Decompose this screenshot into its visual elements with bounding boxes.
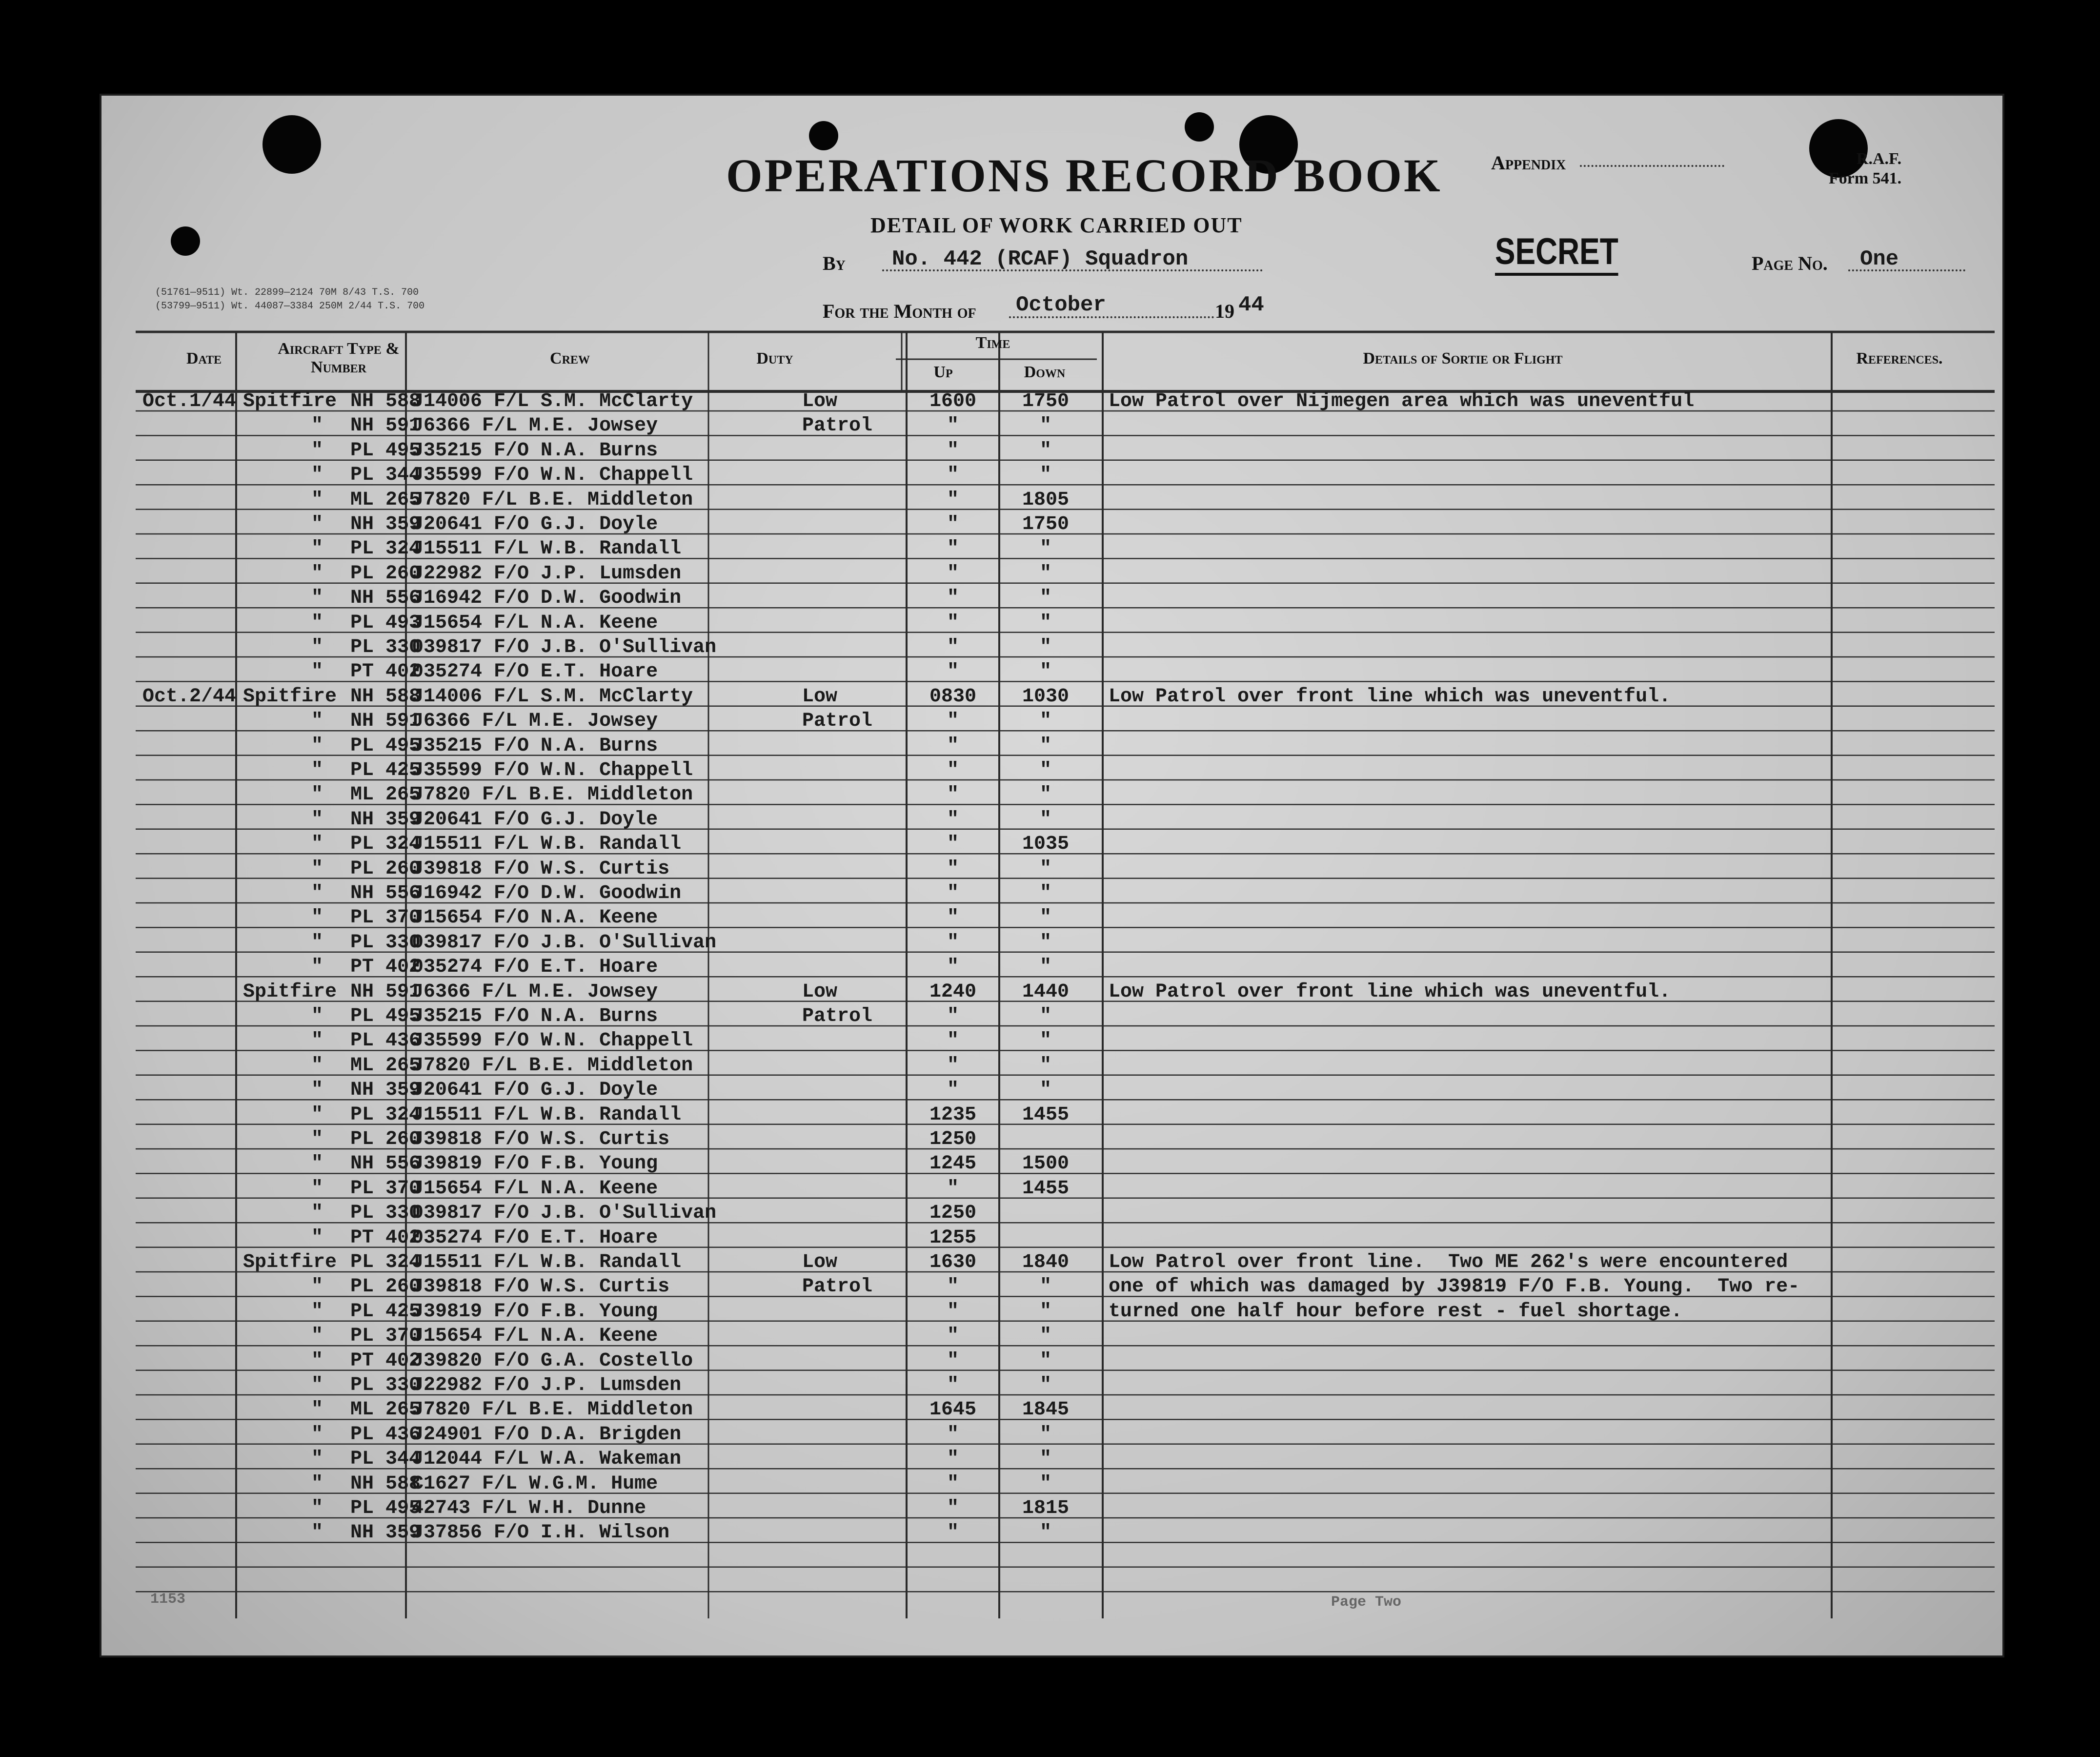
row-aircraft-number: NH 556 <box>350 1153 421 1175</box>
row-time-up: " <box>947 931 959 954</box>
row-crew: 035274 F/O E.T. Hoare <box>412 661 658 683</box>
row-aircraft-number: PT 402 <box>350 1349 421 1372</box>
row-aircraft-number: PL 495 <box>350 735 421 757</box>
binder-hole-small-2 <box>1185 112 1214 142</box>
row-crew: J15654 F/L N.A. Keene <box>412 1177 658 1200</box>
row-time-up: " <box>947 907 959 929</box>
row-aircraft-type: " <box>311 808 323 831</box>
row-aircraft-type: " <box>311 538 323 560</box>
row-aircraft-number: NH 359 <box>350 808 421 831</box>
row-crew: J22982 F/O J.P. Lumsden <box>412 562 682 585</box>
row-time-up: 1630 <box>929 1251 976 1273</box>
row-time-down: " <box>1039 710 1051 733</box>
row-aircraft-type: Spitfire <box>243 390 337 412</box>
row-crew: J39818 F/O W.S. Curtis <box>412 858 670 880</box>
row-time-up: " <box>947 439 959 462</box>
row-aircraft-number: NH 591 <box>350 710 421 733</box>
row-aircraft-number: PL 493 <box>350 612 421 634</box>
row-time-down: 1840 <box>1022 1251 1069 1273</box>
row-aircraft-type: " <box>311 1448 323 1471</box>
row-aircraft-number: PL 330 <box>350 1374 421 1396</box>
row-aircraft-type: " <box>311 1423 323 1446</box>
row-time-up: " <box>947 464 959 487</box>
row-crew: J20641 F/O G.J. Doyle <box>412 808 658 831</box>
row-time-up: " <box>947 538 959 560</box>
row-aircraft-type: Spitfire <box>243 981 337 1003</box>
row-time-up: " <box>947 661 959 683</box>
row-crew: J7820 F/L B.E. Middleton <box>412 1054 693 1077</box>
row-aircraft-type: " <box>311 956 323 979</box>
row-aircraft-number: PL 495 <box>350 1497 421 1519</box>
row-aircraft-type: " <box>311 907 323 929</box>
row-aircraft-type: " <box>311 1497 323 1519</box>
row-time-down: 1750 <box>1022 390 1069 412</box>
row-aircraft-number: PL 370 <box>350 907 421 929</box>
row-aircraft-number: PL 330 <box>350 1202 421 1225</box>
row-aircraft-number: NH 556 <box>350 587 421 610</box>
col-header-up: Up <box>933 363 953 381</box>
row-crew: J7820 F/L B.E. Middleton <box>412 784 693 806</box>
row-aircraft-number: ML 265 <box>350 784 421 806</box>
col-header-down: Down <box>1024 363 1066 381</box>
row-aircraft-type: " <box>311 1054 323 1077</box>
row-aircraft-type: " <box>311 415 323 437</box>
row-crew: 035274 F/O E.T. Hoare <box>412 956 658 979</box>
row-aircraft-number: PL 260 <box>350 562 421 585</box>
row-time-up: " <box>947 1497 959 1519</box>
squadron-value: No. 442 (RCAF) Squadron <box>892 247 1189 271</box>
row-time-up: " <box>947 882 959 904</box>
row-duty: Patrol <box>802 415 873 437</box>
row-time-up: " <box>947 710 959 733</box>
row-crew: J20641 F/O G.J. Doyle <box>412 1079 658 1102</box>
row-time-down: " <box>1039 907 1051 929</box>
page-no-value: One <box>1860 247 1899 271</box>
row-aircraft-number: NH 591 <box>350 415 421 437</box>
binder-hole-small-1 <box>809 121 838 150</box>
row-aircraft-type: " <box>311 1226 323 1249</box>
row-details: turned one half hour before rest - fuel shortage. <box>1109 1300 1683 1323</box>
row-date: Oct.2/44 <box>142 685 237 708</box>
row-crew: J15511 F/L W.B. Randall <box>412 833 682 856</box>
row-crew: J15511 F/L W.B. Randall <box>412 538 682 560</box>
row-aircraft-type: " <box>311 513 323 535</box>
row-aircraft-number: PL 324 <box>350 1251 421 1273</box>
row-details: one of which was damaged by J39819 F/O F.B. Young. Two re- <box>1109 1276 1800 1298</box>
row-date: Oct.1/44 <box>142 390 237 412</box>
row-aircraft-type: " <box>311 464 323 487</box>
row-crew: 039817 F/O J.B. O'Sullivan <box>412 931 717 954</box>
row-crew: J35599 F/O W.N. Chappell <box>412 759 693 781</box>
row-time-down: " <box>1039 1472 1051 1495</box>
row-time-up: " <box>947 587 959 610</box>
row-time-up: " <box>947 784 959 806</box>
row-time-down: " <box>1039 562 1051 585</box>
row-time-down: " <box>1039 1325 1051 1348</box>
row-time-down: " <box>1039 882 1051 904</box>
row-crew: J14006 F/L S.M. McClarty <box>412 390 693 412</box>
row-crew: J6366 F/L M.E. Jowsey <box>412 415 658 437</box>
row-aircraft-type: " <box>311 1005 323 1027</box>
col-header-references: References. <box>1856 349 1943 368</box>
row-aircraft-number: PL 425 <box>350 1300 421 1323</box>
row-crew: J37856 F/O I.H. Wilson <box>412 1522 670 1544</box>
row-aircraft-number: NH 359 <box>350 513 421 535</box>
row-crew: J15511 F/L W.B. Randall <box>412 1103 682 1126</box>
row-aircraft-type: " <box>311 858 323 880</box>
by-line <box>882 269 1263 271</box>
row-aircraft-type: " <box>311 562 323 585</box>
row-aircraft-number: NH 359 <box>350 1079 421 1102</box>
row-time-down: " <box>1039 858 1051 880</box>
year-value: 44 <box>1238 293 1264 317</box>
row-time-down: 1030 <box>1022 685 1069 708</box>
by-label: By <box>823 252 846 274</box>
row-aircraft-type: " <box>311 931 323 954</box>
row-time-up: " <box>947 1276 959 1298</box>
row-aircraft-number: PL 324 <box>350 538 421 560</box>
row-time-down: " <box>1039 1448 1051 1471</box>
row-crew: 039817 F/O J.B. O'Sullivan <box>412 636 717 658</box>
col-header-date: Date <box>186 349 222 368</box>
row-time-down: " <box>1039 464 1051 487</box>
row-time-up: " <box>947 489 959 511</box>
month-label: For the Month of <box>823 300 976 322</box>
left-margin-mark: 1153 <box>150 1591 186 1608</box>
row-time-up: " <box>947 1472 959 1495</box>
page-no-line <box>1848 269 1965 271</box>
row-time-down: " <box>1039 1005 1051 1027</box>
row-time-up: 1645 <box>929 1399 976 1421</box>
print-code-line-2: (53799—9511) Wt. 44087—3384 250M 2/44 T.S. 700 <box>155 301 425 312</box>
row-time-down: 1845 <box>1022 1399 1069 1421</box>
row-duty: Patrol <box>802 710 873 733</box>
row-aircraft-type: Spitfire <box>243 1251 337 1273</box>
row-aircraft-number: NH 588 <box>350 685 421 708</box>
row-time-up: " <box>947 562 959 585</box>
row-aircraft-number: PL 436 <box>350 1423 421 1446</box>
row-crew: J7820 F/L B.E. Middleton <box>412 1399 693 1421</box>
row-time-up: " <box>947 1054 959 1077</box>
row-duty: Patrol <box>802 1005 873 1027</box>
row-duty: Patrol <box>802 1276 873 1298</box>
row-time-down: " <box>1039 1300 1051 1323</box>
row-time-down: " <box>1039 931 1051 954</box>
row-crew: J35215 F/O N.A. Burns <box>412 735 658 757</box>
row-time-down: " <box>1039 538 1051 560</box>
row-aircraft-type: " <box>311 710 323 733</box>
row-aircraft-number: PL 425 <box>350 759 421 781</box>
row-time-down: " <box>1039 439 1051 462</box>
row-time-down: 1440 <box>1022 981 1069 1003</box>
row-aircraft-number: PL 260 <box>350 1276 421 1298</box>
row-crew: J16942 F/O D.W. Goodwin <box>412 587 682 610</box>
row-crew: J20641 F/O G.J. Doyle <box>412 513 658 535</box>
row-details: Low Patrol over Nijmegen area which was uneventful <box>1109 390 1695 412</box>
month-value: October <box>1016 293 1106 317</box>
page-subtitle: DETAIL OF WORK CARRIED OUT <box>870 213 1243 237</box>
row-aircraft-number: NH 588 <box>350 390 421 412</box>
form-label-541: Form 541. <box>1829 169 1902 187</box>
row-crew: J15654 F/L N.A. Keene <box>412 612 658 634</box>
row-aircraft-type: " <box>311 1128 323 1150</box>
row-time-up: " <box>947 1522 959 1544</box>
row-time-up: " <box>947 612 959 634</box>
row-duty: Low <box>802 390 838 412</box>
row-time-up: 1245 <box>929 1153 976 1175</box>
row-aircraft-number: ML 265 <box>350 1054 421 1077</box>
row-aircraft-number: NH 591 <box>350 981 421 1003</box>
month-line <box>1009 316 1214 318</box>
row-crew: J15654 F/O N.A. Keene <box>412 907 658 929</box>
page-title: OPERATIONS RECORD BOOK <box>726 149 1442 202</box>
row-aircraft-type: " <box>311 833 323 856</box>
row-time-up: " <box>947 735 959 757</box>
row-time-down: " <box>1039 956 1051 979</box>
row-aircraft-type: " <box>311 439 323 462</box>
row-aircraft-number: ML 265 <box>350 1399 421 1421</box>
appendix-label: Appendix <box>1491 152 1566 174</box>
row-time-down: " <box>1039 1276 1051 1298</box>
row-aircraft-type: " <box>311 1374 323 1396</box>
row-aircraft-type: " <box>311 661 323 683</box>
row-duty: Low <box>802 685 838 708</box>
row-time-up: " <box>947 1349 959 1372</box>
row-time-down: " <box>1039 612 1051 634</box>
row-crew: C1627 F/L W.G.M. Hume <box>412 1472 658 1495</box>
row-crew: J39819 F/O F.B. Young <box>412 1300 658 1323</box>
row-time-up: 1255 <box>929 1226 976 1249</box>
page-no-label: Page No. <box>1752 252 1828 274</box>
row-aircraft-type: " <box>311 1153 323 1175</box>
col-header-details: Details of Sortie or Flight <box>1363 349 1563 368</box>
row-time-up: " <box>947 1325 959 1348</box>
row-time-down: 1455 <box>1022 1103 1069 1126</box>
row-crew: J7820 F/L B.E. Middleton <box>412 489 693 511</box>
row-aircraft-type: " <box>311 587 323 610</box>
row-time-up: " <box>947 513 959 535</box>
row-aircraft-number: PT 402 <box>350 661 421 683</box>
row-aircraft-number: PT 402 <box>350 956 421 979</box>
row-aircraft-type: " <box>311 1103 323 1126</box>
row-aircraft-number: PL 260 <box>350 858 421 880</box>
row-aircraft-number: PL 370 <box>350 1325 421 1348</box>
row-aircraft-number: PL 344 <box>350 1448 421 1471</box>
row-time-down: " <box>1039 1054 1051 1077</box>
row-time-up: 1250 <box>929 1128 976 1150</box>
row-crew: 42743 F/L W.H. Dunne <box>412 1497 646 1519</box>
row-crew: J12044 F/L W.A. Wakeman <box>412 1448 682 1471</box>
col-header-duty: Duty <box>756 349 793 368</box>
row-aircraft-number: PL 324 <box>350 1103 421 1126</box>
row-time-up: " <box>947 858 959 880</box>
row-time-down: " <box>1039 1349 1051 1372</box>
row-time-up: 1240 <box>929 981 976 1003</box>
row-time-up: " <box>947 1448 959 1471</box>
row-time-down: " <box>1039 735 1051 757</box>
row-aircraft-type: " <box>311 882 323 904</box>
binder-hole-small-3 <box>171 226 200 256</box>
row-crew: J16942 F/O D.W. Goodwin <box>412 882 682 904</box>
row-crew: J6366 F/L M.E. Jowsey <box>412 981 658 1003</box>
row-time-down: " <box>1039 1079 1051 1102</box>
row-crew: J35215 F/O N.A. Burns <box>412 439 658 462</box>
row-time-down: " <box>1039 1522 1051 1544</box>
row-crew: J35599 F/O W.N. Chappell <box>412 464 693 487</box>
row-aircraft-number: PL 324 <box>350 833 421 856</box>
row-aircraft-number: PL 330 <box>350 931 421 954</box>
row-crew: J39818 F/O W.S. Curtis <box>412 1128 670 1150</box>
secret-stamp: SECRET <box>1495 230 1618 276</box>
row-time-up: " <box>947 1079 959 1102</box>
row-crew: 039817 F/O J.B. O'Sullivan <box>412 1202 717 1225</box>
row-time-up: " <box>947 759 959 781</box>
row-aircraft-number: PL 370 <box>350 1177 421 1200</box>
row-details: Low Patrol over front line. Two ME 262's were encountered <box>1109 1251 1788 1273</box>
row-time-up: " <box>947 956 959 979</box>
row-aircraft-number: ML 265 <box>350 489 421 511</box>
row-aircraft-type: " <box>311 489 323 511</box>
row-details: Low Patrol over front line which was uneventful. <box>1109 685 1671 708</box>
row-time-down: " <box>1039 1030 1051 1052</box>
row-crew: J14006 F/L S.M. McClarty <box>412 685 693 708</box>
record-sheet <box>101 96 2002 1655</box>
row-time-down: " <box>1039 587 1051 610</box>
row-aircraft-type: " <box>311 1276 323 1298</box>
row-crew: J39820 F/O G.A. Costello <box>412 1349 693 1372</box>
row-aircraft-type: " <box>311 636 323 658</box>
row-details: Low Patrol over front line which was uneventful. <box>1109 981 1671 1003</box>
row-crew: J35215 F/O N.A. Burns <box>412 1005 658 1027</box>
row-aircraft-type: " <box>311 735 323 757</box>
row-aircraft-type: " <box>311 784 323 806</box>
row-crew: J22982 F/O J.P. Lumsden <box>412 1374 682 1396</box>
row-time-up: " <box>947 415 959 437</box>
row-crew: J39818 F/O W.S. Curtis <box>412 1276 670 1298</box>
row-time-up: 1235 <box>929 1103 976 1126</box>
row-aircraft-number: PT 402 <box>350 1226 421 1249</box>
row-time-up: " <box>947 833 959 856</box>
col-header-aircraft: Aircraft Type & Number <box>278 340 400 376</box>
row-time-down: " <box>1039 415 1051 437</box>
row-crew: J24901 F/O D.A. Brigden <box>412 1423 682 1446</box>
row-duty: Low <box>802 981 838 1003</box>
row-time-down: 1455 <box>1022 1177 1069 1200</box>
row-aircraft-number: PL 495 <box>350 439 421 462</box>
row-time-down: 1805 <box>1022 489 1069 511</box>
row-time-up: " <box>947 1300 959 1323</box>
form-label-raf: R.A.F. <box>1856 150 1902 168</box>
row-aircraft-type: " <box>311 1300 323 1323</box>
row-time-down: " <box>1039 661 1051 683</box>
print-code <box>155 286 424 313</box>
binder-hole-1 <box>262 115 321 174</box>
row-crew: J15654 F/L N.A. Keene <box>412 1325 658 1348</box>
row-aircraft-type: " <box>311 612 323 634</box>
col-header-time: Time <box>975 334 1010 352</box>
row-crew: 035274 F/O E.T. Hoare <box>412 1226 658 1249</box>
row-aircraft-type: " <box>311 1030 323 1052</box>
row-aircraft-type: " <box>311 1325 323 1348</box>
row-crew: J6366 F/L M.E. Jowsey <box>412 710 658 733</box>
row-crew: J35599 F/O W.N. Chappell <box>412 1030 693 1052</box>
col-header-crew: Crew <box>550 349 590 368</box>
row-time-up: " <box>947 636 959 658</box>
row-time-down: " <box>1039 1374 1051 1396</box>
row-time-down: " <box>1039 759 1051 781</box>
row-aircraft-number: NH 556 <box>350 882 421 904</box>
row-aircraft-type: " <box>311 1349 323 1372</box>
row-time-up: 1250 <box>929 1202 976 1225</box>
row-aircraft-type: " <box>311 1079 323 1102</box>
row-time-down: 1815 <box>1022 1497 1069 1519</box>
row-time-up: " <box>947 1177 959 1200</box>
row-aircraft-number: NH 588 <box>350 1472 421 1495</box>
page-two-mark: Page Two <box>1331 1594 1402 1611</box>
row-aircraft-type: " <box>311 1399 323 1421</box>
row-aircraft-type: " <box>311 1177 323 1200</box>
row-time-down: " <box>1039 636 1051 658</box>
row-aircraft-number: PL 495 <box>350 1005 421 1027</box>
form-number <box>1829 149 1901 188</box>
row-aircraft-number: PL 260 <box>350 1128 421 1150</box>
row-crew: J15511 F/L W.B. Randall <box>412 1251 682 1273</box>
row-time-down: " <box>1039 1423 1051 1446</box>
row-time-up: " <box>947 1423 959 1446</box>
row-aircraft-number: NH 359 <box>350 1522 421 1544</box>
year-prefix: 19 <box>1215 300 1234 322</box>
row-crew: J39819 F/O F.B. Young <box>412 1153 658 1175</box>
row-aircraft-type: " <box>311 759 323 781</box>
row-time-up: 0830 <box>929 685 976 708</box>
row-aircraft-type: Spitfire <box>243 685 337 708</box>
row-time-up: " <box>947 1374 959 1396</box>
row-time-down: 1500 <box>1022 1153 1069 1175</box>
row-aircraft-type: " <box>311 1202 323 1225</box>
row-time-down: " <box>1039 784 1051 806</box>
row-time-up: " <box>947 1005 959 1027</box>
row-aircraft-number: PL 344 <box>350 464 421 487</box>
row-time-down: " <box>1039 808 1051 831</box>
row-aircraft-type: " <box>311 1472 323 1495</box>
row-time-up: " <box>947 808 959 831</box>
row-duty: Low <box>802 1251 838 1273</box>
row-aircraft-number: PL 436 <box>350 1030 421 1052</box>
appendix-line <box>1580 165 1724 167</box>
row-time-up: 1600 <box>929 390 976 412</box>
row-aircraft-type: " <box>311 1522 323 1544</box>
row-time-down: 1035 <box>1022 833 1069 856</box>
row-time-down: 1750 <box>1022 513 1069 535</box>
row-time-up: " <box>947 1030 959 1052</box>
row-aircraft-number: PL 330 <box>350 636 421 658</box>
print-code-line-1: (51761—9511) Wt. 22899—2124 70M 8/43 T.S. 700 <box>155 287 419 298</box>
